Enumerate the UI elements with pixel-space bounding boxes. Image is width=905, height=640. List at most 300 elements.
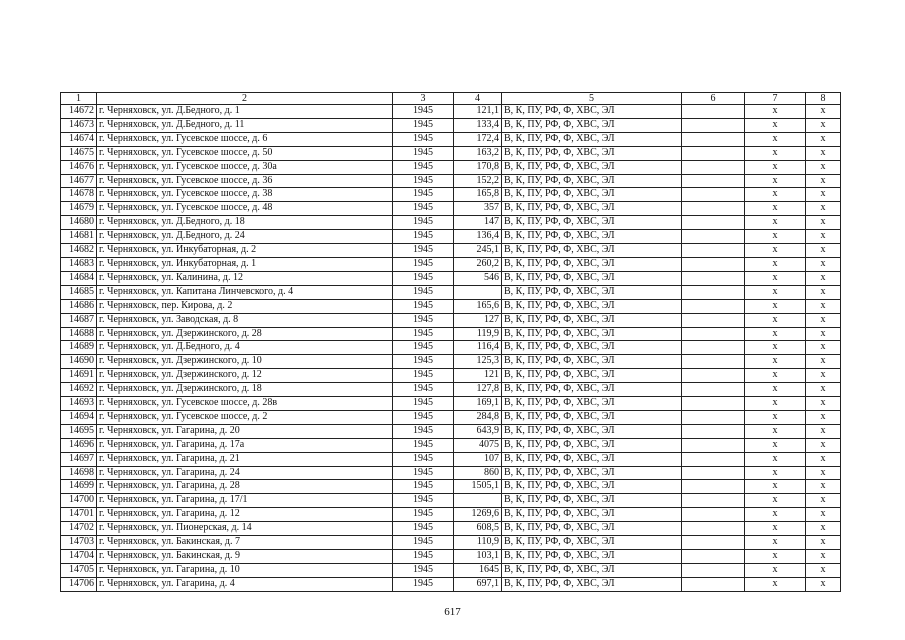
cell-record-id: 14703 bbox=[61, 536, 97, 550]
cell-col-7: х bbox=[745, 424, 806, 438]
cell-utilities: В, К, ПУ, РФ, Ф, ХВС, ЭЛ bbox=[502, 383, 682, 397]
cell-utilities: В, К, ПУ, РФ, Ф, ХВС, ЭЛ bbox=[502, 188, 682, 202]
cell-year: 1945 bbox=[393, 105, 454, 119]
cell-record-id: 14672 bbox=[61, 105, 97, 119]
cell-utilities: В, К, ПУ, РФ, Ф, ХВС, ЭЛ bbox=[502, 118, 682, 132]
cell-col-8: х bbox=[806, 146, 841, 160]
cell-year: 1945 bbox=[393, 327, 454, 341]
cell-col-7: х bbox=[745, 105, 806, 119]
cell-record-id: 14698 bbox=[61, 466, 97, 480]
cell-address: г. Черняховск, ул. Гагарина, д. 17/1 bbox=[97, 494, 393, 508]
cell-utilities: В, К, ПУ, РФ, Ф, ХВС, ЭЛ bbox=[502, 494, 682, 508]
cell-col-7: х bbox=[745, 508, 806, 522]
cell-col-7: х bbox=[745, 480, 806, 494]
cell-address: г. Черняховск, ул. Дзержинского, д. 10 bbox=[97, 355, 393, 369]
cell-record-id: 14681 bbox=[61, 230, 97, 244]
cell-address: г. Черняховск, ул. Гагарина, д. 12 bbox=[97, 508, 393, 522]
cell-year: 1945 bbox=[393, 230, 454, 244]
cell-utilities: В, К, ПУ, РФ, Ф, ХВС, ЭЛ bbox=[502, 438, 682, 452]
cell-record-id: 14686 bbox=[61, 299, 97, 313]
table-row bbox=[61, 216, 841, 230]
cell-year: 1945 bbox=[393, 410, 454, 424]
cell-area bbox=[454, 285, 502, 299]
cell-col-7: х bbox=[745, 146, 806, 160]
cell-col-7: х bbox=[745, 188, 806, 202]
cell-utilities: В, К, ПУ, РФ, Ф, ХВС, ЭЛ bbox=[502, 522, 682, 536]
table-row bbox=[61, 105, 841, 119]
cell-col-7: х bbox=[745, 355, 806, 369]
table-row bbox=[61, 132, 841, 146]
cell-col-7: х bbox=[745, 563, 806, 577]
cell-area: 147 bbox=[454, 216, 502, 230]
cell-area: 284,8 bbox=[454, 410, 502, 424]
cell-col-8: х bbox=[806, 563, 841, 577]
cell-year: 1945 bbox=[393, 369, 454, 383]
cell-col-7: х bbox=[745, 577, 806, 591]
cell-utilities: В, К, ПУ, РФ, Ф, ХВС, ЭЛ bbox=[502, 563, 682, 577]
cell-col-6 bbox=[682, 424, 745, 438]
cell-record-id: 14680 bbox=[61, 216, 97, 230]
cell-col-8: х bbox=[806, 105, 841, 119]
cell-col-8: х bbox=[806, 118, 841, 132]
table-row bbox=[61, 508, 841, 522]
cell-address: г. Черняховск, ул. Гусевское шоссе, д. 50 bbox=[97, 146, 393, 160]
cell-address: г. Черняховск, ул. Гусевское шоссе, д. 36 bbox=[97, 174, 393, 188]
cell-address: г. Черняховск, ул. Д.Бедного, д. 1 bbox=[97, 105, 393, 119]
cell-address: г. Черняховск, ул. Д.Бедного, д. 24 bbox=[97, 230, 393, 244]
cell-area: 152,2 bbox=[454, 174, 502, 188]
cell-col-8: х bbox=[806, 174, 841, 188]
cell-record-id: 14682 bbox=[61, 244, 97, 258]
cell-year: 1945 bbox=[393, 466, 454, 480]
cell-area: 245,1 bbox=[454, 244, 502, 258]
cell-area: 172,4 bbox=[454, 132, 502, 146]
cell-record-id: 14694 bbox=[61, 410, 97, 424]
cell-record-id: 14673 bbox=[61, 118, 97, 132]
cell-address: г. Черняховск, ул. Капитана Линчевского, д. 4 bbox=[97, 285, 393, 299]
table-row bbox=[61, 327, 841, 341]
cell-utilities: В, К, ПУ, РФ, Ф, ХВС, ЭЛ bbox=[502, 160, 682, 174]
cell-col-6 bbox=[682, 577, 745, 591]
cell-col-6 bbox=[682, 257, 745, 271]
cell-year: 1945 bbox=[393, 244, 454, 258]
cell-col-7: х bbox=[745, 536, 806, 550]
table-row bbox=[61, 424, 841, 438]
cell-area: 163,2 bbox=[454, 146, 502, 160]
cell-address: г. Черняховск, ул. Бакинская, д. 9 bbox=[97, 550, 393, 564]
cell-col-6 bbox=[682, 327, 745, 341]
cell-record-id: 14704 bbox=[61, 550, 97, 564]
cell-year: 1945 bbox=[393, 522, 454, 536]
table-row bbox=[61, 550, 841, 564]
cell-utilities: В, К, ПУ, РФ, Ф, ХВС, ЭЛ bbox=[502, 410, 682, 424]
cell-col-8: х bbox=[806, 341, 841, 355]
cell-area: 119,9 bbox=[454, 327, 502, 341]
cell-year: 1945 bbox=[393, 257, 454, 271]
cell-utilities: В, К, ПУ, РФ, Ф, ХВС, ЭЛ bbox=[502, 355, 682, 369]
cell-year: 1945 bbox=[393, 341, 454, 355]
cell-address: г. Черняховск, ул. Инкубаторная, д. 1 bbox=[97, 257, 393, 271]
cell-col-7: х bbox=[745, 410, 806, 424]
cell-year: 1945 bbox=[393, 494, 454, 508]
cell-area: 127,8 bbox=[454, 383, 502, 397]
cell-address: г. Черняховск, ул. Гусевское шоссе, д. 38 bbox=[97, 188, 393, 202]
header-col-2: 2 bbox=[97, 93, 393, 105]
cell-col-8: х bbox=[806, 327, 841, 341]
cell-record-id: 14684 bbox=[61, 271, 97, 285]
cell-area: 121 bbox=[454, 369, 502, 383]
cell-col-7: х bbox=[745, 216, 806, 230]
header-col-6: 6 bbox=[682, 93, 745, 105]
table-row bbox=[61, 397, 841, 411]
cell-utilities: В, К, ПУ, РФ, Ф, ХВС, ЭЛ bbox=[502, 216, 682, 230]
header-row bbox=[61, 93, 841, 105]
cell-record-id: 14692 bbox=[61, 383, 97, 397]
cell-utilities: В, К, ПУ, РФ, Ф, ХВС, ЭЛ bbox=[502, 174, 682, 188]
cell-address: г. Черняховск, ул. Д.Бедного, д. 18 bbox=[97, 216, 393, 230]
cell-utilities: В, К, ПУ, РФ, Ф, ХВС, ЭЛ bbox=[502, 341, 682, 355]
cell-utilities: В, К, ПУ, РФ, Ф, ХВС, ЭЛ bbox=[502, 452, 682, 466]
cell-year: 1945 bbox=[393, 355, 454, 369]
cell-address: г. Черняховск, ул. Гусевское шоссе, д. 30а bbox=[97, 160, 393, 174]
cell-record-id: 14691 bbox=[61, 369, 97, 383]
cell-col-6 bbox=[682, 522, 745, 536]
cell-utilities: В, К, ПУ, РФ, Ф, ХВС, ЭЛ bbox=[502, 577, 682, 591]
cell-col-7: х bbox=[745, 494, 806, 508]
cell-col-7: х bbox=[745, 244, 806, 258]
cell-address: г. Черняховск, ул. Гагарина, д. 17а bbox=[97, 438, 393, 452]
table-row bbox=[61, 536, 841, 550]
cell-address: г. Черняховск, ул. Гагарина, д. 28 bbox=[97, 480, 393, 494]
cell-record-id: 14674 bbox=[61, 132, 97, 146]
cell-record-id: 14683 bbox=[61, 257, 97, 271]
cell-year: 1945 bbox=[393, 508, 454, 522]
cell-utilities: В, К, ПУ, РФ, Ф, ХВС, ЭЛ bbox=[502, 424, 682, 438]
header-col-7: 7 bbox=[745, 93, 806, 105]
cell-col-6 bbox=[682, 369, 745, 383]
cell-year: 1945 bbox=[393, 188, 454, 202]
cell-col-6 bbox=[682, 230, 745, 244]
cell-utilities: В, К, ПУ, РФ, Ф, ХВС, ЭЛ bbox=[502, 271, 682, 285]
page-number: 617 bbox=[444, 606, 461, 618]
cell-year: 1945 bbox=[393, 397, 454, 411]
cell-col-6 bbox=[682, 383, 745, 397]
cell-address: г. Черняховск, ул. Дзержинского, д. 18 bbox=[97, 383, 393, 397]
cell-utilities: В, К, ПУ, РФ, Ф, ХВС, ЭЛ bbox=[502, 327, 682, 341]
cell-col-6 bbox=[682, 410, 745, 424]
table-row bbox=[61, 188, 841, 202]
cell-col-8: х bbox=[806, 452, 841, 466]
cell-col-6 bbox=[682, 146, 745, 160]
cell-address: г. Черняховск, ул. Бакинская, д. 7 bbox=[97, 536, 393, 550]
cell-year: 1945 bbox=[393, 452, 454, 466]
cell-col-8: х bbox=[806, 494, 841, 508]
cell-col-7: х bbox=[745, 369, 806, 383]
table-row bbox=[61, 202, 841, 216]
cell-col-8: х bbox=[806, 271, 841, 285]
cell-col-8: х bbox=[806, 383, 841, 397]
table-row bbox=[61, 369, 841, 383]
cell-col-7: х bbox=[745, 132, 806, 146]
cell-record-id: 14676 bbox=[61, 160, 97, 174]
cell-record-id: 14675 bbox=[61, 146, 97, 160]
table-row bbox=[61, 480, 841, 494]
cell-area: 4075 bbox=[454, 438, 502, 452]
cell-area: 608,5 bbox=[454, 522, 502, 536]
cell-address: г. Черняховск, ул. Гагарина, д. 10 bbox=[97, 563, 393, 577]
cell-area: 136,4 bbox=[454, 230, 502, 244]
cell-address: г. Черняховск, пер. Кирова, д. 2 bbox=[97, 299, 393, 313]
cell-record-id: 14693 bbox=[61, 397, 97, 411]
cell-utilities: В, К, ПУ, РФ, Ф, ХВС, ЭЛ bbox=[502, 313, 682, 327]
cell-year: 1945 bbox=[393, 424, 454, 438]
cell-area: 165,6 bbox=[454, 299, 502, 313]
cell-col-6 bbox=[682, 550, 745, 564]
cell-record-id: 14689 bbox=[61, 341, 97, 355]
cell-utilities: В, К, ПУ, РФ, Ф, ХВС, ЭЛ bbox=[502, 146, 682, 160]
cell-col-8: х bbox=[806, 216, 841, 230]
table-row bbox=[61, 577, 841, 591]
cell-address: г. Черняховск, ул. Гагарина, д. 24 bbox=[97, 466, 393, 480]
cell-col-6 bbox=[682, 118, 745, 132]
cell-col-8: х bbox=[806, 202, 841, 216]
table-row bbox=[61, 160, 841, 174]
cell-col-7: х bbox=[745, 313, 806, 327]
cell-col-7: х bbox=[745, 452, 806, 466]
cell-area: 169,1 bbox=[454, 397, 502, 411]
cell-record-id: 14678 bbox=[61, 188, 97, 202]
cell-area: 116,4 bbox=[454, 341, 502, 355]
cell-year: 1945 bbox=[393, 438, 454, 452]
cell-record-id: 14690 bbox=[61, 355, 97, 369]
header-col-8: 8 bbox=[806, 93, 841, 105]
table-row bbox=[61, 174, 841, 188]
cell-record-id: 14701 bbox=[61, 508, 97, 522]
cell-col-7: х bbox=[745, 257, 806, 271]
cell-area: 860 bbox=[454, 466, 502, 480]
cell-col-6 bbox=[682, 536, 745, 550]
table-row bbox=[61, 355, 841, 369]
cell-record-id: 14705 bbox=[61, 563, 97, 577]
cell-year: 1945 bbox=[393, 271, 454, 285]
cell-record-id: 14697 bbox=[61, 452, 97, 466]
cell-address: г. Черняховск, ул. Заводская, д. 8 bbox=[97, 313, 393, 327]
header-col-4: 4 bbox=[454, 93, 502, 105]
cell-year: 1945 bbox=[393, 160, 454, 174]
cell-col-6 bbox=[682, 299, 745, 313]
cell-area: 260,2 bbox=[454, 257, 502, 271]
table-row bbox=[61, 118, 841, 132]
cell-area: 357 bbox=[454, 202, 502, 216]
cell-utilities: В, К, ПУ, РФ, Ф, ХВС, ЭЛ bbox=[502, 536, 682, 550]
cell-record-id: 14688 bbox=[61, 327, 97, 341]
cell-col-6 bbox=[682, 160, 745, 174]
table-row bbox=[61, 383, 841, 397]
cell-col-8: х bbox=[806, 550, 841, 564]
cell-utilities: В, К, ПУ, РФ, Ф, ХВС, ЭЛ bbox=[502, 508, 682, 522]
cell-area bbox=[454, 494, 502, 508]
cell-col-8: х bbox=[806, 132, 841, 146]
cell-col-8: х bbox=[806, 466, 841, 480]
cell-area: 697,1 bbox=[454, 577, 502, 591]
cell-utilities: В, К, ПУ, РФ, Ф, ХВС, ЭЛ bbox=[502, 369, 682, 383]
cell-col-7: х bbox=[745, 383, 806, 397]
cell-utilities: В, К, ПУ, РФ, Ф, ХВС, ЭЛ bbox=[502, 105, 682, 119]
cell-record-id: 14700 bbox=[61, 494, 97, 508]
cell-col-6 bbox=[682, 341, 745, 355]
cell-area: 170,8 bbox=[454, 160, 502, 174]
cell-col-7: х bbox=[745, 299, 806, 313]
cell-col-8: х bbox=[806, 480, 841, 494]
cell-col-7: х bbox=[745, 438, 806, 452]
cell-address: г. Черняховск, ул. Дзержинского, д. 28 bbox=[97, 327, 393, 341]
cell-address: г. Черняховск, ул. Дзержинского, д. 12 bbox=[97, 369, 393, 383]
table-row bbox=[61, 341, 841, 355]
table-row bbox=[61, 522, 841, 536]
cell-area: 1645 bbox=[454, 563, 502, 577]
cell-col-6 bbox=[682, 174, 745, 188]
table-row bbox=[61, 244, 841, 258]
cell-address: г. Черняховск, ул. Инкубаторная, д. 2 bbox=[97, 244, 393, 258]
cell-address: г. Черняховск, ул. Гагарина, д. 4 bbox=[97, 577, 393, 591]
cell-year: 1945 bbox=[393, 313, 454, 327]
cell-record-id: 14706 bbox=[61, 577, 97, 591]
cell-col-8: х bbox=[806, 160, 841, 174]
cell-record-id: 14702 bbox=[61, 522, 97, 536]
cell-col-6 bbox=[682, 271, 745, 285]
table-row bbox=[61, 299, 841, 313]
cell-area: 110,9 bbox=[454, 536, 502, 550]
cell-year: 1945 bbox=[393, 202, 454, 216]
cell-address: г. Черняховск, ул. Калинина, д. 12 bbox=[97, 271, 393, 285]
header-col-5: 5 bbox=[502, 93, 682, 105]
cell-col-8: х bbox=[806, 285, 841, 299]
table-row bbox=[61, 452, 841, 466]
cell-col-6 bbox=[682, 216, 745, 230]
cell-col-8: х bbox=[806, 188, 841, 202]
cell-col-8: х bbox=[806, 244, 841, 258]
cell-col-6 bbox=[682, 563, 745, 577]
cell-year: 1945 bbox=[393, 216, 454, 230]
cell-col-8: х bbox=[806, 438, 841, 452]
table-row bbox=[61, 313, 841, 327]
cell-year: 1945 bbox=[393, 174, 454, 188]
cell-col-7: х bbox=[745, 522, 806, 536]
cell-area: 546 bbox=[454, 271, 502, 285]
cell-year: 1945 bbox=[393, 146, 454, 160]
cell-col-8: х bbox=[806, 577, 841, 591]
cell-record-id: 14679 bbox=[61, 202, 97, 216]
cell-col-6 bbox=[682, 105, 745, 119]
cell-address: г. Черняховск, ул. Пионерская, д. 14 bbox=[97, 522, 393, 536]
cell-record-id: 14677 bbox=[61, 174, 97, 188]
cell-col-8: х bbox=[806, 369, 841, 383]
cell-area: 107 bbox=[454, 452, 502, 466]
cell-area: 1505,1 bbox=[454, 480, 502, 494]
cell-col-8: х bbox=[806, 536, 841, 550]
cell-year: 1945 bbox=[393, 132, 454, 146]
table-row bbox=[61, 466, 841, 480]
cell-utilities: В, К, ПУ, РФ, Ф, ХВС, ЭЛ bbox=[502, 257, 682, 271]
cell-year: 1945 bbox=[393, 285, 454, 299]
cell-col-8: х bbox=[806, 508, 841, 522]
cell-col-7: х bbox=[745, 202, 806, 216]
header-col-1: 1 bbox=[61, 93, 97, 105]
cell-col-6 bbox=[682, 355, 745, 369]
cell-address: г. Черняховск, ул. Гагарина, д. 20 bbox=[97, 424, 393, 438]
cell-col-8: х bbox=[806, 410, 841, 424]
cell-col-7: х bbox=[745, 466, 806, 480]
cell-col-7: х bbox=[745, 160, 806, 174]
cell-col-6 bbox=[682, 285, 745, 299]
cell-year: 1945 bbox=[393, 577, 454, 591]
cell-address: г. Черняховск, ул. Гусевское шоссе, д. 48 bbox=[97, 202, 393, 216]
table-row bbox=[61, 410, 841, 424]
table-row bbox=[61, 563, 841, 577]
cell-col-6 bbox=[682, 438, 745, 452]
cell-col-6 bbox=[682, 452, 745, 466]
cell-year: 1945 bbox=[393, 563, 454, 577]
cell-col-6 bbox=[682, 244, 745, 258]
cell-col-6 bbox=[682, 132, 745, 146]
cell-address: г. Черняховск, ул. Гусевское шоссе, д. 28в bbox=[97, 397, 393, 411]
cell-address: г. Черняховск, ул. Гусевское шоссе, д. 2 bbox=[97, 410, 393, 424]
cell-col-7: х bbox=[745, 174, 806, 188]
cell-col-8: х bbox=[806, 257, 841, 271]
table-row bbox=[61, 285, 841, 299]
cell-area: 133,4 bbox=[454, 118, 502, 132]
cell-record-id: 14687 bbox=[61, 313, 97, 327]
cell-col-6 bbox=[682, 508, 745, 522]
cell-year: 1945 bbox=[393, 299, 454, 313]
cell-year: 1945 bbox=[393, 480, 454, 494]
cell-col-8: х bbox=[806, 397, 841, 411]
cell-col-8: х bbox=[806, 313, 841, 327]
cell-record-id: 14685 bbox=[61, 285, 97, 299]
cell-col-7: х bbox=[745, 230, 806, 244]
cell-col-7: х bbox=[745, 118, 806, 132]
cell-col-7: х bbox=[745, 341, 806, 355]
cell-address: г. Черняховск, ул. Д.Бедного, д. 4 bbox=[97, 341, 393, 355]
cell-col-7: х bbox=[745, 550, 806, 564]
cell-col-8: х bbox=[806, 424, 841, 438]
cell-record-id: 14699 bbox=[61, 480, 97, 494]
cell-address: г. Черняховск, ул. Гусевское шоссе, д. 6 bbox=[97, 132, 393, 146]
cell-utilities: В, К, ПУ, РФ, Ф, ХВС, ЭЛ bbox=[502, 299, 682, 313]
cell-year: 1945 bbox=[393, 550, 454, 564]
cell-record-id: 14696 bbox=[61, 438, 97, 452]
cell-utilities: В, К, ПУ, РФ, Ф, ХВС, ЭЛ bbox=[502, 230, 682, 244]
cell-address: г. Черняховск, ул. Гагарина, д. 21 bbox=[97, 452, 393, 466]
table-row bbox=[61, 438, 841, 452]
cell-col-6 bbox=[682, 466, 745, 480]
cell-col-6 bbox=[682, 494, 745, 508]
cell-col-6 bbox=[682, 313, 745, 327]
cell-col-6 bbox=[682, 202, 745, 216]
cell-utilities: В, К, ПУ, РФ, Ф, ХВС, ЭЛ bbox=[502, 132, 682, 146]
cell-col-8: х bbox=[806, 299, 841, 313]
cell-col-7: х bbox=[745, 397, 806, 411]
cell-area: 103,1 bbox=[454, 550, 502, 564]
cell-col-7: х bbox=[745, 327, 806, 341]
table-row bbox=[61, 271, 841, 285]
cell-area: 1269,6 bbox=[454, 508, 502, 522]
cell-area: 643,9 bbox=[454, 424, 502, 438]
cell-utilities: В, К, ПУ, РФ, Ф, ХВС, ЭЛ bbox=[502, 202, 682, 216]
table-row bbox=[61, 146, 841, 160]
cell-utilities: В, К, ПУ, РФ, Ф, ХВС, ЭЛ bbox=[502, 480, 682, 494]
cell-year: 1945 bbox=[393, 383, 454, 397]
